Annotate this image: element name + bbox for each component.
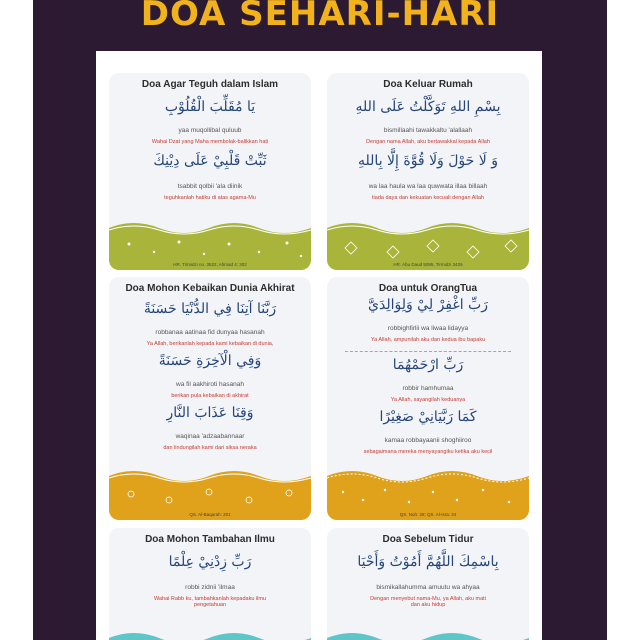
card-doa-keluar-rumah	[327, 73, 529, 270]
teal-wave-decoration	[109, 628, 311, 640]
arabic-text: رَبِّ اغْفِرْ لِيْ وَلِوَالِدَيَّ	[368, 297, 488, 313]
meaning-text: Dengan nama Allah, aku bertawakkal kepada Allah	[366, 139, 490, 145]
meaning-text: Wahai Rabb ku, tambahkanlah kepadaku ilmu pengetahuan	[153, 596, 266, 608]
card-doa-untuk-orangtua	[327, 277, 529, 520]
latin-text: waqinaa 'adzaabannaar	[175, 433, 245, 440]
meaning-text: dan lindungilah kami dari siksa neraka	[163, 445, 257, 451]
card-title: Doa Mohon Kebaikan Dunia Akhirat	[125, 283, 295, 294]
latin-text: bismillaahi tawakkaltu 'alallaah	[383, 127, 473, 134]
source-text: QS. Nuh: 28; QS. Al-Isra: 24	[399, 512, 457, 517]
meaning-text: berikan pula kebaikan di akhirat	[171, 393, 249, 399]
latin-text: yaa muqollibal quluub	[178, 127, 242, 134]
latin-text: robbi zidnii 'ilmaa	[185, 584, 235, 591]
latin-text: robbighfirlii wa liwaa lidayya	[387, 325, 469, 332]
meaning-text: teguhkanlah hatiku di atas agama-Mu	[164, 195, 256, 201]
card-doa-teguh-islam	[109, 73, 311, 270]
dashed-divider	[345, 351, 511, 352]
card-title: Doa Agar Teguh dalam Islam	[141, 79, 279, 90]
page-title: DOA SEHARI-HARI	[140, 0, 500, 34]
meaning-text: Ya Allah, sayangilah keduanya	[390, 397, 466, 403]
meaning-text: Ya Allah, berikanlah kepada kami kebaikan di dunia,	[146, 341, 274, 347]
meaning-text: tiada daya dan kekuatan kecuali dengan Allah	[372, 195, 484, 201]
meaning-text: Wahai Dzat yang Maha membolak-balikkan hati	[151, 139, 269, 145]
card-doa-sebelum-tidur	[327, 528, 529, 640]
card-doa-kebaikan-dunia-akhirat	[109, 277, 311, 520]
latin-text: robbanaa aatinaa fid dunyaa hasanah	[155, 329, 265, 336]
card-title: Doa Mohon Tambahan Ilmu	[145, 534, 275, 545]
arabic-text: يَا مُقَلِّبَ الْقُلُوْبِ	[164, 99, 256, 115]
meaning-text: sebagaimana mereka menyayangiku ketika aku kecil	[363, 449, 493, 455]
arabic-text: رَبِّ ارْحَمْهُمَا	[392, 357, 464, 373]
latin-text: tsabbit qolbii 'ala diinik	[177, 183, 243, 190]
poster	[96, 51, 542, 640]
arabic-text: رَبَّنَا آتِنَا فِي الدُّنْيَا حَسَنَةً	[143, 301, 277, 317]
arabic-text: رَبِّ زِدْنِيْ عِلْمًا	[168, 554, 252, 570]
latin-text: wa fil aakhiroti hasanah	[176, 381, 244, 388]
source-text: HR. Abu Daud 5095, Tirmidzi 3426	[393, 262, 463, 267]
card-title: Doa untuk OrangTua	[378, 283, 478, 294]
source-text: QS. Al-Baqarah: 201	[189, 512, 231, 517]
arabic-text: وَقِنَا عَذَابَ النَّارِ	[166, 405, 254, 421]
meaning-text: Dengan menyebut nama-Mu, ya Allah, aku mati dan aku hidup	[370, 596, 486, 608]
arabic-text: وَ لَا حَوْلَ وَلَا قُوَّةَ إِلَّا بِاللهِ	[358, 153, 498, 169]
arabic-text: بِاسْمِكَ اللَّهُمَّ أَمُوْتُ وَأَحْيَا	[357, 554, 499, 570]
latin-text: robbir hamhumaa	[402, 385, 454, 392]
latin-text: kamaa robbayaanii shoghiiroo	[384, 437, 472, 444]
arabic-text: كَمَا رَبَّيَانِيْ صَغِيْرًا	[379, 409, 477, 425]
source-text: HR. Tirmidzi no. 3522, Ahmad 4: 302	[173, 262, 247, 267]
teal-wave-decoration	[327, 628, 529, 640]
arabic-text: وَفِي الْآخِرَةِ حَسَنَةً	[158, 353, 262, 369]
latin-text: wa laa haula wa laa quwwata illaa billaah	[368, 183, 488, 190]
latin-text: bismikallahumma amuutu wa ahyaa	[376, 584, 480, 591]
card-title: Doa Sebelum Tidur	[382, 534, 474, 545]
arabic-text: بِسْمِ اللهِ تَوَكَّلْتُ عَلَى اللهِ	[355, 99, 501, 115]
card-title: Doa Keluar Rumah	[383, 79, 473, 90]
meaning-text: Ya Allah, ampunilah aku dan kedua ibu bapaku	[370, 337, 486, 343]
card-doa-tambahan-ilmu	[109, 528, 311, 640]
arabic-text: ثَبِّتْ قَلْبِيْ عَلَى دِيْنِكَ	[153, 153, 267, 169]
